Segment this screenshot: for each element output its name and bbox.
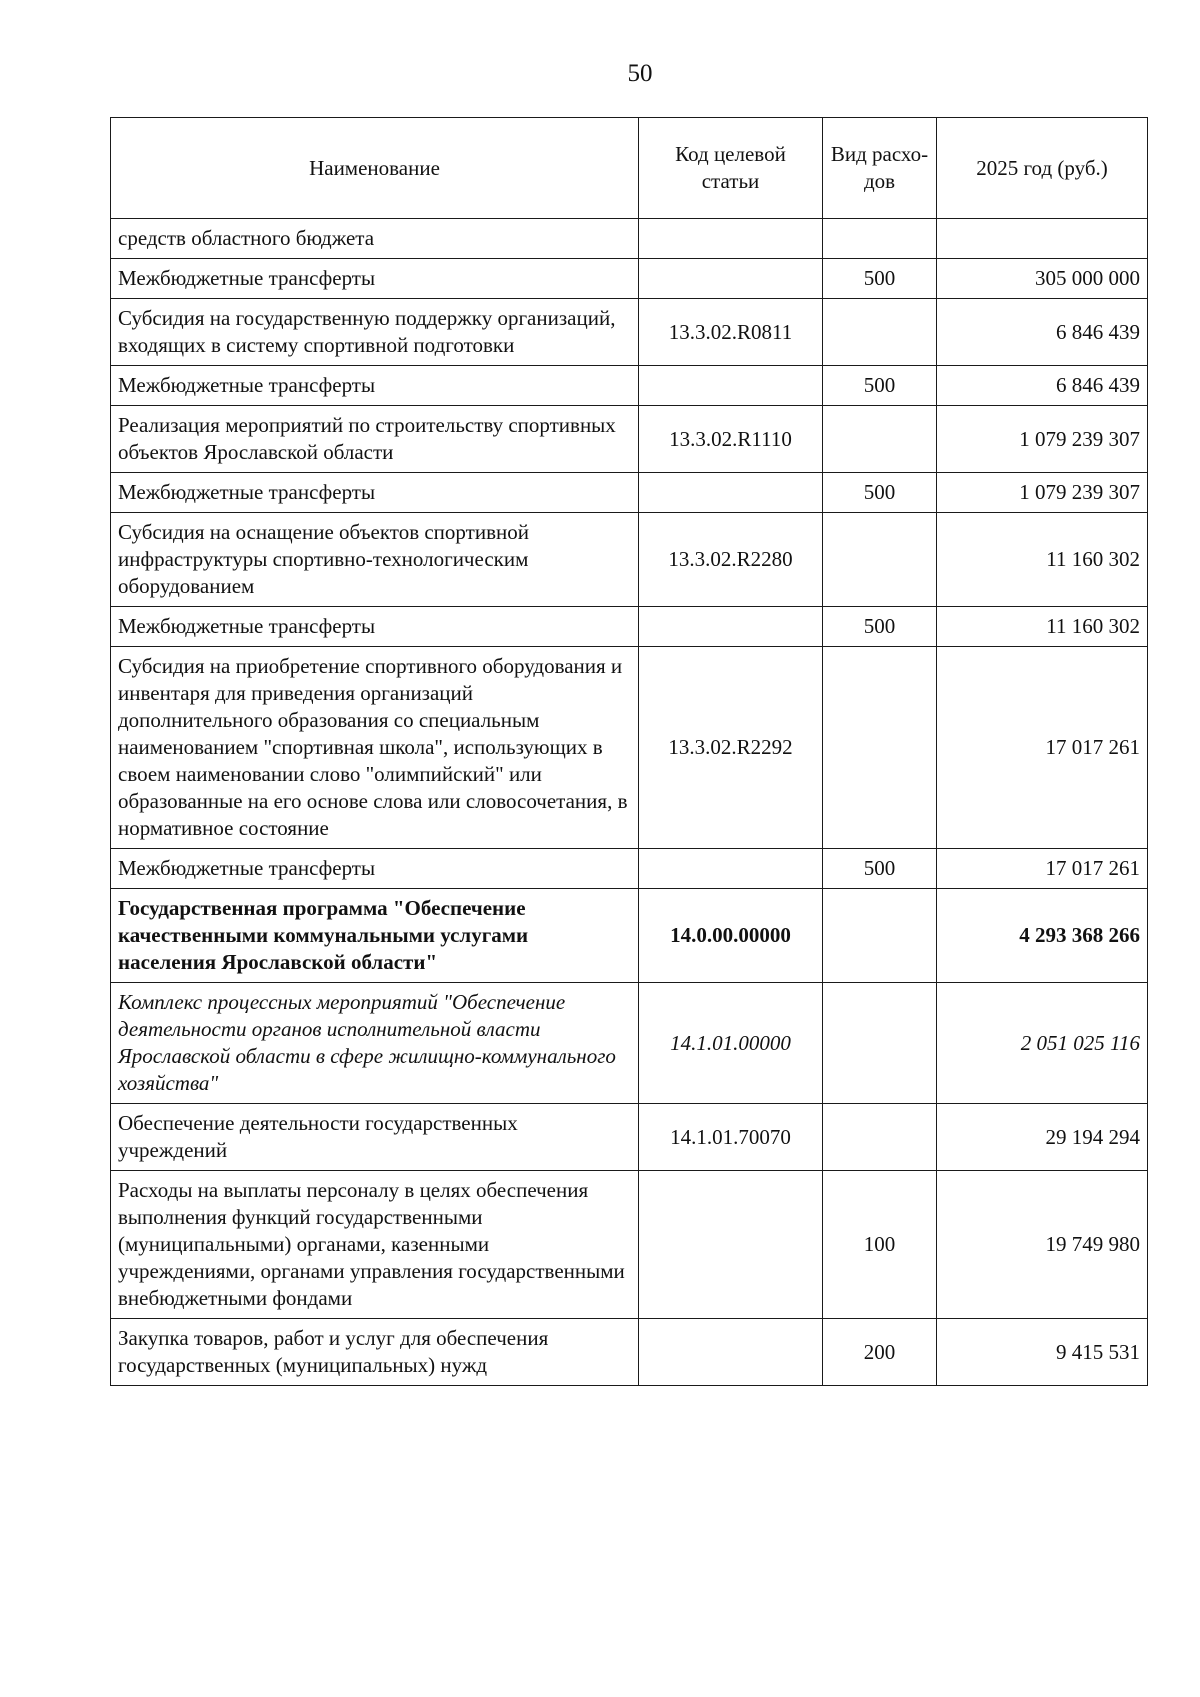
- header-amount: 2025 год (руб.): [937, 118, 1148, 219]
- header-name: Наименование: [111, 118, 639, 219]
- row-code: 13.3.02.R2292: [639, 647, 823, 849]
- row-type: [823, 889, 937, 983]
- table-row: [111, 473, 1148, 513]
- table-row: [111, 513, 1148, 607]
- row-type: 500: [823, 607, 937, 647]
- row-type: [823, 513, 937, 607]
- row-code: 14.0.00.00000: [639, 889, 823, 983]
- row-amount: 19 749 980: [937, 1171, 1148, 1319]
- header-code: Код целевой статьи: [639, 118, 823, 219]
- row-code: [639, 1171, 823, 1319]
- row-amount: 1 079 239 307: [937, 473, 1148, 513]
- row-amount: 2 051 025 116: [937, 983, 1148, 1104]
- row-code: [639, 366, 823, 406]
- row-type: 500: [823, 259, 937, 299]
- table-row: [111, 406, 1148, 473]
- row-code: [639, 219, 823, 259]
- row-amount: 4 293 368 266: [937, 889, 1148, 983]
- table-body: [111, 219, 1148, 1386]
- row-name: Расходы на выплаты персоналу в целях обеспечения выполнения функций государственными (муниципальными) органами, казенными учреждениями, органами управления государственными внебюджетными фондами: [111, 1171, 639, 1319]
- row-name: Субсидия на государственную поддержку организаций, входящих в систему спортивной подготовки: [111, 299, 639, 366]
- row-code: [639, 473, 823, 513]
- table-row: [111, 889, 1148, 983]
- row-amount: 11 160 302: [937, 607, 1148, 647]
- row-code: 14.1.01.00000: [639, 983, 823, 1104]
- header-row: [111, 118, 1148, 219]
- row-amount: 17 017 261: [937, 647, 1148, 849]
- row-name: Комплекс процессных мероприятий "Обеспечение деятельности органов исполнительной власти Ярославской области в сфере жилищно-коммунального хозяйства": [111, 983, 639, 1104]
- row-name: Межбюджетные трансферты: [111, 473, 639, 513]
- row-amount: [937, 219, 1148, 259]
- table-row: [111, 1319, 1148, 1386]
- row-name: Субсидия на приобретение спортивного оборудования и инвентаря для приведения организаций дополнительного образования со специальным наименованием "спортивная школа", использующих в своем наименовании слово "олимпийский" или образованные на его основе слова или словосочетания, в нормативное состояние: [111, 647, 639, 849]
- row-amount: 17 017 261: [937, 849, 1148, 889]
- row-type: [823, 299, 937, 366]
- table-row: [111, 607, 1148, 647]
- row-amount: 11 160 302: [937, 513, 1148, 607]
- row-type: [823, 647, 937, 849]
- page-number: 50: [627, 60, 653, 87]
- row-type: [823, 983, 937, 1104]
- table-row: [111, 299, 1148, 366]
- table-row: [111, 1171, 1148, 1319]
- table-row: [111, 259, 1148, 299]
- row-name: Межбюджетные трансферты: [111, 607, 639, 647]
- row-name: Межбюджетные трансферты: [111, 366, 639, 406]
- row-name: Межбюджетные трансферты: [111, 259, 639, 299]
- table-row: [111, 849, 1148, 889]
- table-header: [111, 118, 1148, 219]
- row-type: [823, 406, 937, 473]
- table-row: [111, 366, 1148, 406]
- budget-table: [110, 117, 1148, 1386]
- row-type: [823, 219, 937, 259]
- table-row: [111, 219, 1148, 259]
- table-row: [111, 1104, 1148, 1171]
- row-name: Закупка товаров, работ и услуг для обеспечения государственных (муниципальных) нужд: [111, 1319, 639, 1386]
- row-code: 14.1.01.70070: [639, 1104, 823, 1171]
- header-type: Вид расхо-дов: [823, 118, 937, 219]
- row-type: 200: [823, 1319, 937, 1386]
- row-amount: 29 194 294: [937, 1104, 1148, 1171]
- row-code: 13.3.02.R1110: [639, 406, 823, 473]
- row-amount: 305 000 000: [937, 259, 1148, 299]
- row-name: Обеспечение деятельности государственных учреждений: [111, 1104, 639, 1171]
- row-amount: 9 415 531: [937, 1319, 1148, 1386]
- row-amount: 1 079 239 307: [937, 406, 1148, 473]
- row-name: Межбюджетные трансферты: [111, 849, 639, 889]
- row-name: Субсидия на оснащение объектов спортивной инфраструктуры спортивно-технологическим оборудованием: [111, 513, 639, 607]
- row-code: 13.3.02.R0811: [639, 299, 823, 366]
- row-type: 500: [823, 849, 937, 889]
- row-code: [639, 849, 823, 889]
- row-name: Государственная программа "Обеспечение качественными коммунальными услугами населения Ярославской области": [111, 889, 639, 983]
- row-amount: 6 846 439: [937, 366, 1148, 406]
- row-code: [639, 607, 823, 647]
- row-name: Реализация мероприятий по строительству спортивных объектов Ярославской области: [111, 406, 639, 473]
- row-type: 100: [823, 1171, 937, 1319]
- row-code: 13.3.02.R2280: [639, 513, 823, 607]
- table-row: [111, 647, 1148, 849]
- row-amount: 6 846 439: [937, 299, 1148, 366]
- row-type: 500: [823, 366, 937, 406]
- row-name: средств областного бюджета: [111, 219, 639, 259]
- table-row: [111, 983, 1148, 1104]
- row-type: [823, 1104, 937, 1171]
- row-code: [639, 259, 823, 299]
- row-code: [639, 1319, 823, 1386]
- row-type: 500: [823, 473, 937, 513]
